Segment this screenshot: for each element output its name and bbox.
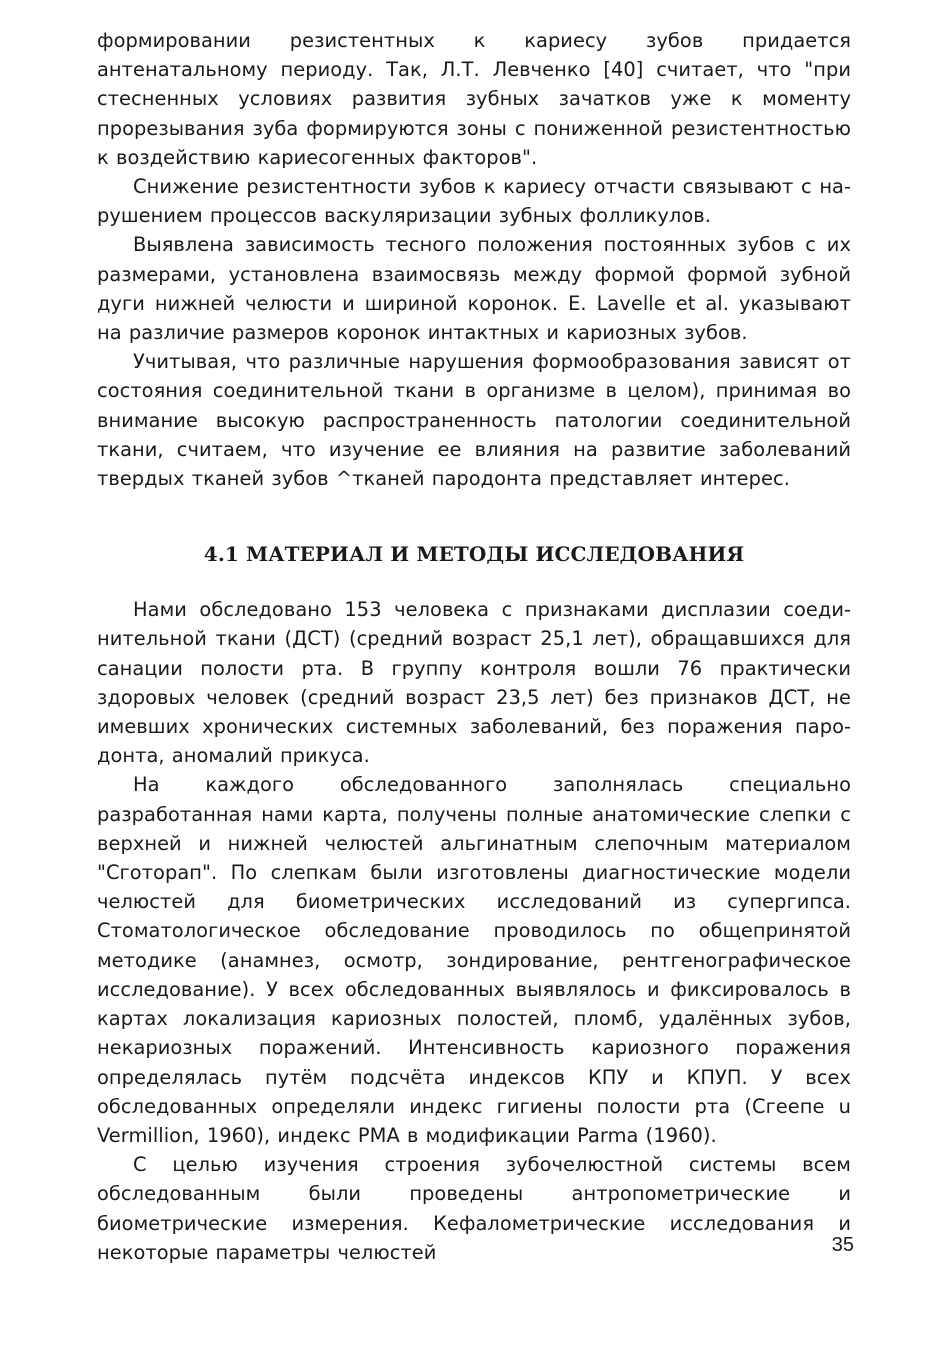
paragraph-tooth-size-dependency: Выявлена зависимость тесного положения постоянных зубов с их размерами, установлена взаимосвязь между формой формой зубной дуги нижней челюсти и шириной коронок. Е. Lavelle et al. указывают на различие размеров коронок интактных и кариозных зубов. bbox=[97, 233, 851, 345]
paragraph-anthropometry: С целью изучения строения зубочелюстной системы всем обследованным были проведены антропометрические и биометрические измерения. Кефалометрические исследования и некоторые параметры челюстей bbox=[97, 1153, 851, 1264]
paragraph-antenatal-period: формировании резистентных к кариесу зубов придается антенатальному периоду. Так, Л.Т. Левченко [40] считает, что "при стесненных условиях развития зубных зачатков уже к моменту прорезывания зуба формируются зоны с пониженной резистентностью к воздействию кариесогенных факторов". bbox=[97, 29, 851, 169]
paragraph-connective-tissue: Учитывая, что различные нарушения формообразования зависят от состояния соединительной ткани в организме в целом), принимая во внимание высокую распространенность патологии соединительной ткани, считаем, что изучение ее влияния на развитие заболеваний твердых тканей зубов ^тканей пародонта представляет интерес. bbox=[97, 350, 851, 491]
section-heading: 4.1 МАТЕРИАЛ И МЕТОДЫ ИССЛЕДОВАНИЯ bbox=[203, 542, 745, 567]
page-content bbox=[97, 26, 851, 1267]
paragraph-study-group: Нами обследовано 153 человека с признаками дисплазии соединительной ткани (ДСТ) (средний возраст 25,1 лет), обращавшихся для санации полости рта. В группу контроля вошли 76 практически здоровых человек (средний возраст 23,5 лет) без признаков ДСТ, не имевших хронических системных заболеваний, без поражения пародонта, аномалий прикуса. bbox=[97, 598, 851, 768]
page-number: 35 bbox=[831, 1234, 854, 1256]
paragraph-examination-methods: На каждого обследованного заполнялась специально разработанная нами карта, получены полные анатомические слепки с верхней и нижней челюстей альгинатным слепочным материалом "Сготорап". По слепкам были изготовлены диагностические модели челюстей для биометрических исследований из супергипса. Стоматологическое обследование проводилось по общепринятой методике (анамнез, осмотр, зондирование, рентгенографическое исследование). У всех обследованных выявлялось и фиксировалось в картах локализация кариозных полостей, пломб, удалённых зубов, некариозных поражений. Интенсивность кариозного поражения определялась путём подсчёта индексов КПУ и КПУП. У всех обследованных определяли индекс гигиены полости рта (Сгеепе u Vermillion, 1960), индекс РМА в модификации Parma (1960). bbox=[97, 773, 851, 1147]
paragraph-vascularization: Снижение резистентности зубов к кариесу отчасти связывают с нарушением процессов васкуляризации зубных фолликулов. bbox=[97, 175, 851, 228]
